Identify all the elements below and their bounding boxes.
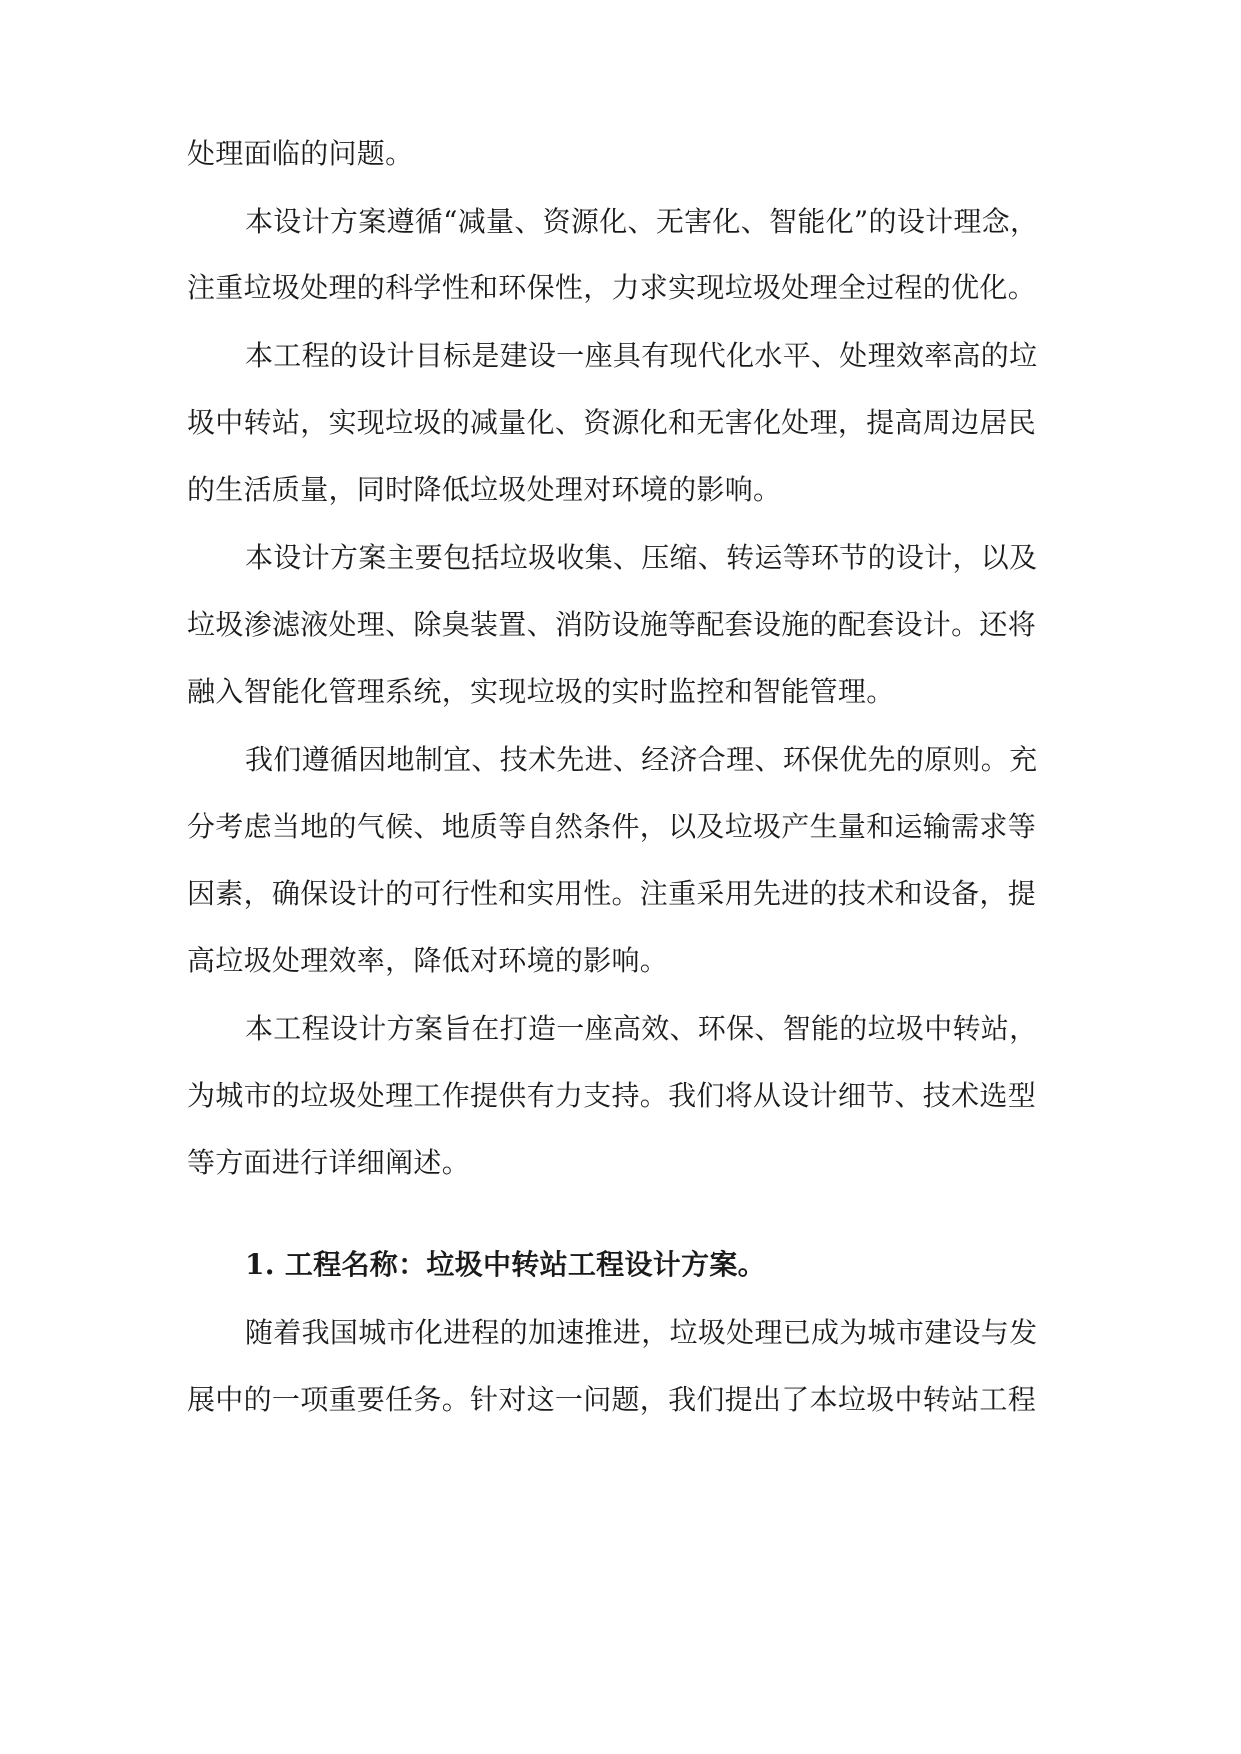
text-line: 高垃圾处理效率，降低对环境的影响。 [187, 944, 669, 977]
text-line: 展中的一项重要任务。针对这一问题，我们提出了本垃圾中转站工程 [187, 1383, 1037, 1416]
paragraph-first-line: 本设计方案主要包括垃圾收集、压缩、转运等环节的设计，以及 [245, 541, 1038, 574]
text-line: 圾中转站，实现垃圾的减量化、资源化和无害化处理，提高周边居民 [187, 406, 1037, 439]
paragraph-first-line: 我们遵循因地制宜、技术先进、经济合理、环保优先的原则。充 [245, 743, 1038, 776]
text-line: 分考虑当地的气候、地质等自然条件，以及垃圾产生量和运输需求等 [187, 810, 1037, 843]
text-line: 的生活质量，同时降低垃圾处理对环境的影响。 [187, 473, 782, 506]
text-line: 为城市的垃圾处理工作提供有力支持。我们将从设计细节、技术选型 [187, 1079, 1037, 1112]
text-line: 融入智能化管理系统，实现垃圾的实时监控和智能管理。 [187, 675, 895, 708]
section-heading: 1. 工程名称：垃圾中转站工程设计方案。 [245, 1248, 766, 1281]
text-line: 处理面临的问题。 [187, 137, 414, 170]
text-line: 注重垃圾处理的科学性和环保性，力求实现垃圾处理全过程的优化。 [187, 271, 1037, 304]
text-line: 等方面进行详细阐述。 [187, 1146, 471, 1179]
text-line: 垃圾渗滤液处理、除臭装置、消防设施等配套设施的配套设计。还将 [187, 608, 1037, 641]
paragraph-first-line: 本设计方案遵循“减量、资源化、无害化、智能化”的设计理念， [245, 205, 1039, 238]
paragraph-first-line: 本工程设计方案旨在打造一座高效、环保、智能的垃圾中转站， [245, 1012, 1038, 1045]
paragraph-first-line: 随着我国城市化进程的加速推进，垃圾处理已成为城市建设与发 [245, 1316, 1038, 1349]
text-line: 因素，确保设计的可行性和实用性。注重采用先进的技术和设备，提 [187, 877, 1037, 910]
paragraph-first-line: 本工程的设计目标是建设一座具有现代化水平、处理效率高的垃 [245, 339, 1038, 372]
